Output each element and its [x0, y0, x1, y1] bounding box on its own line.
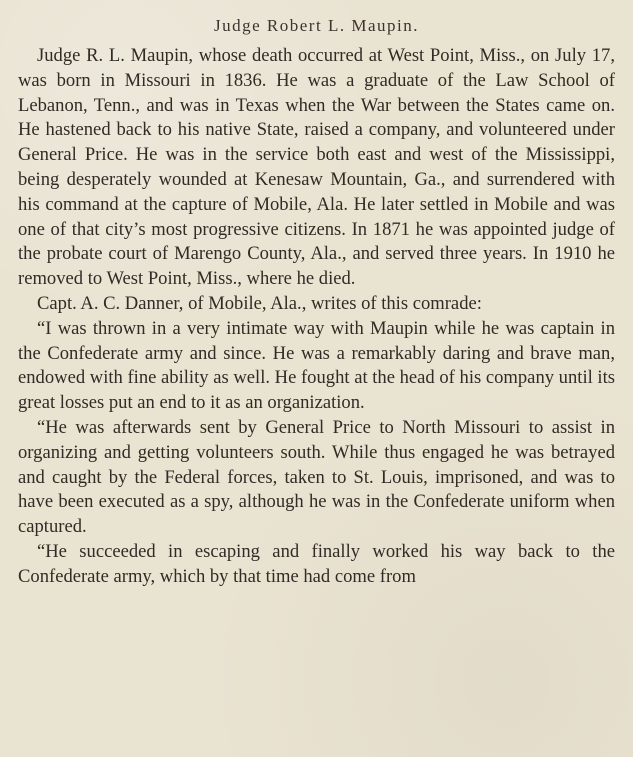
article-paragraph-4: “He was afterwards sent by General Price to North Missouri to assist in organizing and getting volunteers south. While thus engaged he was betrayed and caught by the Federal forces, taken to St. Louis, imprisoned, and was to have been executed as a spy, although he was in the Confederate uniform when captured.	[18, 416, 615, 538]
article-paragraph-5: “He succeeded in escaping and finally worked his way back to the Confederate army, which by that time had come from	[18, 540, 615, 587]
article-title: Judge Robert L. Maupin.	[214, 16, 419, 35]
article-paragraph-1: Judge R. L. Maupin, whose death occurred at West Point, Miss., on July 17, was born in Missouri in 1836. He was a graduate of the Law School of Lebanon, Tenn., and was in Texas when the War between the States came on. He hastened back to his native State, raised a company, and volunteered under General Price. He was in the service both east and west of the Mississippi, being desperately wounded at Kenesaw Mountain, Ga., and surrendered with his command at the capture of Mobile, Ala. He later settled in Mobile and was one of that city’s most progressive citizens. In 1871 he was appointed judge of the probate court of Marengo County, Ala., and served three years. In 1910 he removed to West Point, Miss., where he died.	[18, 45, 615, 290]
article-paragraph-3: “I was thrown in a very intimate way with Maupin while he was captain in the Confederate army and since. He was a remarkably daring and brave man, endowed with fine ability as well. He fought at the head of his company until its great losses put an end to it as an organization.	[18, 317, 615, 414]
article-body	[18, 44, 615, 590]
article-paragraph-2: Capt. A. C. Danner, of Mobile, Ala., writes of this comrade:	[37, 292, 482, 314]
